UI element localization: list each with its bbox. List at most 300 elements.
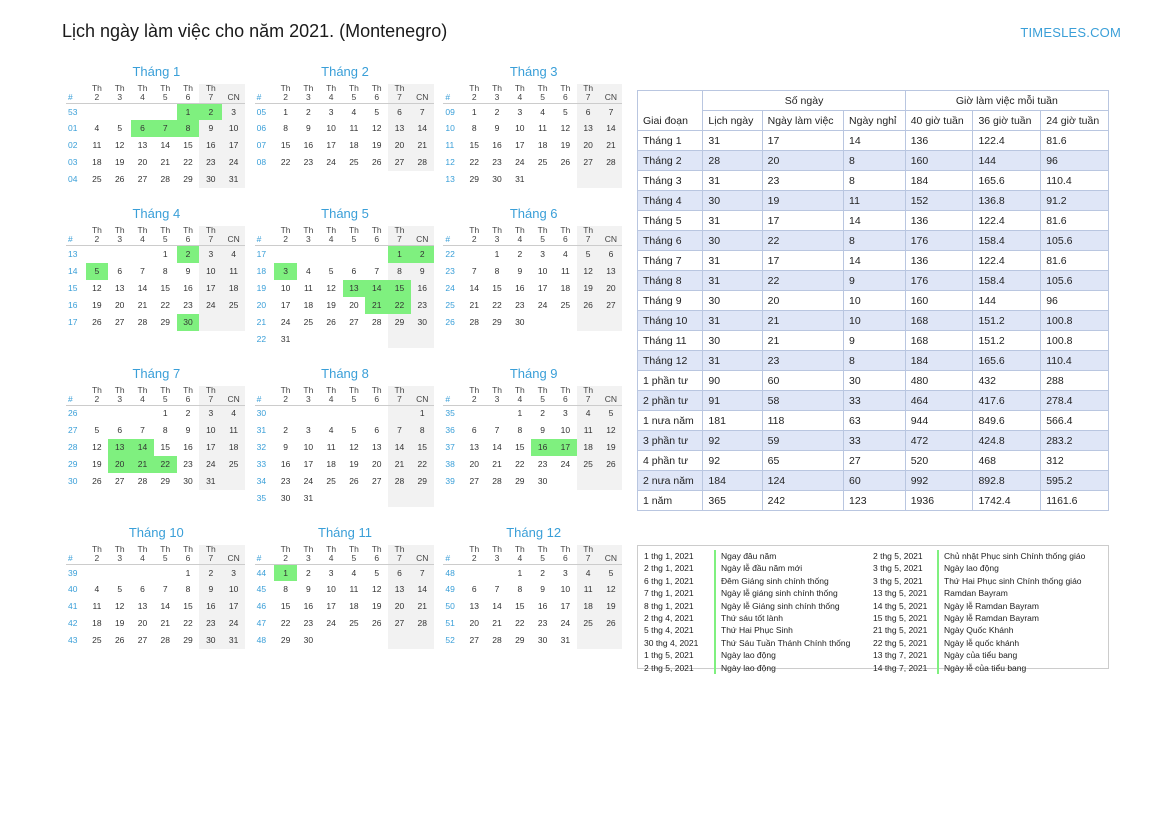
day-cell[interactable]: 15 (388, 280, 411, 297)
day-cell[interactable]: 3 (199, 246, 222, 263)
day-cell[interactable]: 17 (303, 459, 314, 470)
day-cell[interactable]: 1 (177, 103, 200, 120)
day-cell[interactable]: 11 (222, 422, 245, 439)
day-cell[interactable]: 21 (411, 598, 434, 615)
day-cell[interactable]: 18 (349, 601, 359, 612)
day-cell[interactable]: 28 (160, 174, 170, 185)
day-cell[interactable]: 27 (137, 174, 148, 185)
day-cell[interactable]: 4 (222, 246, 245, 263)
day-cell[interactable]: 28 (137, 476, 148, 487)
day-cell[interactable]: 30 (537, 635, 548, 646)
day-cell[interactable]: 9 (283, 442, 288, 453)
day-cell[interactable]: 13 (371, 442, 382, 453)
day-cell[interactable]: 26 (371, 157, 382, 168)
day-cell[interactable]: 4 (351, 106, 357, 117)
day-cell[interactable]: 5 (600, 564, 623, 581)
day-cell[interactable]: 17 (222, 137, 245, 154)
day-cell[interactable]: 13 (137, 140, 148, 151)
day-cell[interactable]: 23 (537, 618, 548, 629)
day-cell[interactable]: 20 (114, 299, 125, 310)
day-cell[interactable]: 12 (92, 282, 102, 293)
day-cell[interactable]: 16 (515, 282, 525, 293)
day-cell[interactable]: 28 (600, 154, 623, 171)
day-cell[interactable]: 2 (185, 408, 191, 419)
month-title[interactable]: Tháng 11 (318, 525, 372, 541)
day-cell[interactable]: 24 (199, 456, 222, 473)
day-cell[interactable]: 30 (411, 314, 434, 331)
day-cell[interactable]: 30 (492, 174, 502, 185)
day-cell[interactable]: 14 (131, 439, 154, 456)
day-cell[interactable]: 26 (371, 618, 382, 629)
day-cell[interactable]: 22 (515, 459, 525, 470)
day-cell[interactable]: 25 (222, 297, 245, 314)
month-title[interactable]: Tháng 8 (321, 365, 369, 381)
day-cell[interactable]: 29 (160, 316, 170, 327)
day-cell[interactable]: 4 (351, 567, 357, 578)
day-cell[interactable]: 13 (343, 280, 366, 297)
day-cell[interactable]: 24 (280, 316, 291, 327)
day-cell[interactable]: 7 (471, 265, 477, 276)
day-cell[interactable]: 7 (140, 265, 145, 276)
day-cell[interactable]: 22 (154, 456, 177, 473)
day-cell[interactable]: 12 (600, 581, 623, 598)
day-cell[interactable]: 15 (280, 601, 291, 612)
day-cell[interactable]: 29 (183, 635, 193, 646)
day-cell[interactable]: 14 (492, 442, 502, 453)
day-cell[interactable]: 23 (183, 459, 193, 470)
day-cell[interactable]: 4 (328, 425, 334, 436)
day-cell[interactable]: 25 (222, 456, 245, 473)
day-cell[interactable]: 16 (199, 598, 222, 615)
day-cell[interactable]: 3 (274, 263, 297, 280)
day-cell[interactable]: 24 (222, 154, 245, 171)
day-cell[interactable]: 13 (469, 442, 479, 453)
day-cell[interactable]: 18 (92, 157, 102, 168)
day-cell[interactable]: 9 (185, 265, 191, 276)
day-cell[interactable]: 30 (515, 316, 525, 327)
day-cell[interactable]: 18 (326, 459, 336, 470)
day-cell[interactable]: 27 (137, 635, 148, 646)
day-cell[interactable]: 15 (280, 140, 291, 151)
day-cell[interactable]: 27 (388, 615, 411, 632)
day-cell[interactable]: 12 (114, 140, 125, 151)
day-cell[interactable]: 25 (577, 615, 600, 632)
day-cell[interactable]: 2 (540, 408, 545, 419)
day-cell[interactable]: 7 (494, 425, 500, 436)
day-cell[interactable]: 24 (326, 157, 336, 168)
day-cell[interactable]: 30 (199, 632, 222, 649)
day-cell[interactable]: 12 (114, 601, 125, 612)
day-cell[interactable]: 31 (222, 632, 245, 649)
day-cell[interactable]: 22 (492, 299, 502, 310)
day-cell[interactable]: 31 (222, 171, 245, 188)
day-cell[interactable]: 9 (494, 123, 500, 134)
day-cell[interactable]: 10 (560, 584, 571, 595)
day-cell[interactable]: 21 (469, 299, 479, 310)
day-cell[interactable]: 2 (517, 248, 523, 259)
day-cell[interactable]: 19 (92, 299, 102, 310)
day-cell[interactable]: 30 (183, 476, 193, 487)
day-cell[interactable]: 15 (160, 282, 170, 293)
day-cell[interactable]: 28 (160, 635, 170, 646)
day-cell[interactable]: 29 (160, 476, 170, 487)
day-cell[interactable]: 1 (517, 567, 523, 578)
day-cell[interactable]: 13 (600, 263, 623, 280)
day-cell[interactable]: 6 (471, 425, 477, 436)
day-cell[interactable]: 10 (222, 581, 245, 598)
day-cell[interactable]: 12 (600, 422, 623, 439)
day-cell[interactable]: 20 (388, 137, 411, 154)
day-cell[interactable]: 10 (199, 422, 222, 439)
day-cell[interactable]: 23 (303, 618, 314, 629)
day-cell[interactable]: 28 (492, 476, 502, 487)
day-cell[interactable]: 29 (515, 635, 525, 646)
day-cell[interactable]: 1 (283, 106, 288, 117)
day-cell[interactable]: 26 (114, 635, 125, 646)
day-cell[interactable]: 6 (388, 564, 411, 581)
day-cell[interactable]: 6 (351, 265, 357, 276)
day-cell[interactable]: 18 (577, 598, 600, 615)
day-cell[interactable]: 7 (154, 120, 177, 137)
month-title[interactable]: Tháng 10 (128, 525, 184, 541)
day-cell[interactable]: 5 (600, 405, 623, 422)
day-cell[interactable]: 8 (517, 584, 523, 595)
day-cell[interactable]: 3 (517, 106, 523, 117)
day-cell[interactable]: 23 (183, 299, 193, 310)
day-cell[interactable]: 6 (388, 103, 411, 120)
day-cell[interactable]: 27 (577, 154, 600, 171)
day-cell[interactable]: 18 (349, 140, 359, 151)
day-cell[interactable]: 15 (183, 140, 193, 151)
day-cell[interactable]: 29 (280, 635, 291, 646)
day-cell[interactable]: 2 (283, 425, 288, 436)
day-cell[interactable]: 21 (388, 456, 411, 473)
day-cell[interactable]: 27 (388, 154, 411, 171)
day-cell[interactable]: 10 (560, 425, 571, 436)
day-cell[interactable]: 21 (411, 137, 434, 154)
day-cell[interactable]: 4 (563, 248, 568, 259)
day-cell[interactable]: 18 (537, 140, 548, 151)
day-cell[interactable]: 18 (92, 618, 102, 629)
day-cell[interactable]: 15 (183, 601, 193, 612)
day-cell[interactable]: 16 (183, 282, 193, 293)
day-cell[interactable]: 15 (160, 442, 170, 453)
day-cell[interactable]: 21 (160, 618, 170, 629)
day-cell[interactable]: 6 (117, 265, 123, 276)
day-cell[interactable]: 8 (494, 265, 500, 276)
day-cell[interactable]: 14 (137, 282, 148, 293)
day-cell[interactable]: 27 (469, 476, 479, 487)
day-cell[interactable]: 21 (365, 297, 388, 314)
day-cell[interactable]: 10 (199, 263, 222, 280)
day-cell[interactable]: 14 (600, 120, 623, 137)
day-cell[interactable]: 8 (162, 265, 168, 276)
day-cell[interactable]: 12 (326, 282, 336, 293)
month-title[interactable]: Tháng 4 (132, 206, 181, 222)
day-cell[interactable]: 7 (388, 422, 411, 439)
day-cell[interactable]: 9 (540, 425, 545, 436)
month-title[interactable]: Tháng 1 (132, 64, 181, 79)
day-cell[interactable]: 9 (199, 120, 222, 137)
day-cell[interactable]: 16 (492, 140, 502, 151)
day-cell[interactable]: 11 (222, 263, 245, 280)
day-cell[interactable]: 8 (185, 584, 191, 595)
day-cell[interactable]: 8 (388, 263, 411, 280)
day-cell[interactable]: 11 (538, 123, 547, 134)
day-cell[interactable]: 17 (326, 601, 336, 612)
day-cell[interactable]: 10 (280, 282, 291, 293)
day-cell[interactable]: 3 (563, 567, 568, 578)
day-cell[interactable]: 6 (577, 103, 600, 120)
day-cell[interactable]: 29 (388, 314, 411, 331)
day-cell[interactable]: 15 (492, 282, 502, 293)
day-cell[interactable]: 19 (114, 157, 125, 168)
day-cell[interactable]: 21 (160, 157, 170, 168)
day-cell[interactable]: 25 (577, 456, 600, 473)
day-cell[interactable]: 23 (199, 615, 222, 632)
day-cell[interactable]: 29 (183, 174, 193, 185)
day-cell[interactable]: 26 (577, 297, 600, 314)
day-cell[interactable]: 28 (469, 316, 479, 327)
day-cell[interactable]: 2 (305, 567, 311, 578)
day-cell[interactable]: 20 (137, 157, 148, 168)
day-cell[interactable]: 11 (349, 123, 359, 134)
day-cell[interactable]: 30 (177, 314, 200, 331)
day-cell[interactable]: 10 (326, 584, 336, 595)
day-cell[interactable]: 13 (388, 120, 411, 137)
day-cell[interactable]: 1 (471, 106, 477, 117)
day-cell[interactable]: 2 (411, 246, 434, 263)
day-cell[interactable]: 12 (371, 584, 382, 595)
day-cell[interactable]: 8 (517, 425, 523, 436)
day-cell[interactable]: 2 (540, 567, 545, 578)
day-cell[interactable]: 9 (517, 265, 523, 276)
day-cell[interactable]: 22 (515, 618, 525, 629)
day-cell[interactable]: 16 (183, 442, 193, 453)
day-cell[interactable]: 27 (600, 297, 623, 314)
day-cell[interactable]: 11 (577, 422, 600, 439)
day-cell[interactable]: 4 (305, 265, 311, 276)
day-cell[interactable]: 4 (222, 405, 245, 422)
day-cell[interactable]: 17 (554, 439, 577, 456)
day-cell[interactable]: 25 (560, 299, 571, 310)
day-cell[interactable]: 8 (177, 120, 200, 137)
day-cell[interactable]: 27 (371, 476, 382, 487)
day-cell[interactable]: 28 (371, 316, 382, 327)
day-cell[interactable]: 18 (560, 282, 571, 293)
day-cell[interactable]: 26 (349, 476, 359, 487)
day-cell[interactable]: 23 (537, 459, 548, 470)
day-cell[interactable]: 27 (114, 316, 125, 327)
day-cell[interactable]: 5 (117, 584, 123, 595)
day-cell[interactable]: 2 (177, 246, 200, 263)
day-cell[interactable]: 18 (303, 299, 314, 310)
day-cell[interactable]: 1 (494, 248, 500, 259)
day-cell[interactable]: 15 (411, 439, 434, 456)
day-cell[interactable]: 20 (577, 137, 600, 154)
month-title[interactable]: Tháng 3 (509, 64, 558, 79)
day-cell[interactable]: 9 (411, 263, 434, 280)
day-cell[interactable]: 6 (131, 120, 154, 137)
day-cell[interactable]: 9 (540, 584, 545, 595)
day-cell[interactable]: 11 (92, 140, 102, 151)
day-cell[interactable]: 22 (183, 157, 193, 168)
day-cell[interactable]: 13 (114, 282, 125, 293)
day-cell[interactable]: 1 (274, 564, 297, 581)
day-cell[interactable]: 11 (560, 265, 570, 276)
day-cell[interactable]: 3 (199, 405, 222, 422)
day-cell[interactable]: 17 (537, 282, 548, 293)
day-cell[interactable]: 28 (411, 615, 434, 632)
day-cell[interactable]: 20 (469, 618, 479, 629)
day-cell[interactable]: 17 (515, 140, 525, 151)
day-cell[interactable]: 22 (160, 299, 170, 310)
day-cell[interactable]: 2 (305, 106, 311, 117)
day-cell[interactable]: 31 (303, 493, 314, 504)
day-cell[interactable]: 1 (185, 567, 191, 578)
day-cell[interactable]: 20 (371, 459, 382, 470)
day-cell[interactable]: 17 (199, 280, 222, 297)
day-cell[interactable]: 21 (600, 137, 623, 154)
day-cell[interactable]: 19 (560, 140, 571, 151)
day-cell[interactable]: 20 (137, 618, 148, 629)
day-cell[interactable]: 6 (471, 584, 477, 595)
day-cell[interactable]: 5 (86, 263, 109, 280)
day-cell[interactable]: 8 (283, 584, 288, 595)
day-cell[interactable]: 7 (600, 103, 623, 120)
day-cell[interactable]: 14 (492, 601, 502, 612)
day-cell[interactable]: 4 (540, 106, 545, 117)
day-cell[interactable]: 26 (560, 157, 571, 168)
brand-link[interactable]: TIMESLES.COM (1020, 25, 1121, 40)
day-cell[interactable]: 28 (137, 316, 148, 327)
day-cell[interactable]: 27 (469, 635, 479, 646)
day-cell[interactable]: 3 (222, 564, 245, 581)
day-cell[interactable]: 19 (326, 299, 336, 310)
day-cell[interactable]: 22 (388, 297, 411, 314)
day-cell[interactable]: 26 (600, 615, 623, 632)
day-cell[interactable]: 16 (303, 140, 314, 151)
day-cell[interactable]: 26 (92, 316, 102, 327)
day-cell[interactable]: 21 (137, 299, 148, 310)
day-cell[interactable]: 15 (515, 601, 525, 612)
day-cell[interactable]: 14 (388, 439, 411, 456)
day-cell[interactable]: 26 (114, 174, 125, 185)
day-cell[interactable]: 6 (374, 425, 380, 436)
day-cell[interactable]: 10 (537, 265, 548, 276)
day-cell[interactable]: 2 (494, 106, 500, 117)
day-cell[interactable]: 24 (560, 459, 571, 470)
day-cell[interactable]: 3 (540, 248, 545, 259)
day-cell[interactable]: 27 (349, 316, 359, 327)
day-cell[interactable]: 9 (305, 584, 311, 595)
day-cell[interactable]: 1 (162, 408, 168, 419)
day-cell[interactable]: 26 (326, 316, 336, 327)
day-cell[interactable]: 12 (577, 263, 600, 280)
day-cell[interactable]: 24 (326, 618, 336, 629)
day-cell[interactable]: 4 (94, 584, 100, 595)
day-cell[interactable]: 28 (411, 154, 434, 171)
day-cell[interactable]: 5 (374, 567, 380, 578)
day-cell[interactable]: 7 (411, 103, 434, 120)
day-cell[interactable]: 15 (515, 442, 525, 453)
day-cell[interactable]: 25 (326, 476, 336, 487)
day-cell[interactable]: 5 (577, 246, 600, 263)
day-cell[interactable]: 29 (469, 174, 479, 185)
day-cell[interactable]: 15 (469, 140, 479, 151)
day-cell[interactable]: 11 (326, 442, 336, 453)
day-cell[interactable]: 7 (411, 564, 434, 581)
day-cell[interactable]: 5 (117, 123, 123, 134)
day-cell[interactable]: 13 (577, 120, 600, 137)
day-cell[interactable]: 9 (199, 581, 222, 598)
day-cell[interactable]: 6 (140, 584, 145, 595)
day-cell[interactable]: 3 (305, 425, 311, 436)
month-title[interactable]: Tháng 2 (321, 64, 369, 79)
day-cell[interactable]: 16 (531, 439, 554, 456)
day-cell[interactable]: 31 (199, 473, 222, 490)
day-cell[interactable]: 25 (92, 635, 102, 646)
day-cell[interactable]: 12 (349, 442, 359, 453)
day-cell[interactable]: 16 (537, 601, 548, 612)
day-cell[interactable]: 27 (114, 476, 125, 487)
day-cell[interactable]: 28 (388, 473, 411, 490)
day-cell[interactable]: 3 (563, 408, 568, 419)
day-cell[interactable]: 11 (577, 581, 600, 598)
day-cell[interactable]: 2 (199, 103, 222, 120)
day-cell[interactable]: 19 (371, 140, 382, 151)
day-cell[interactable]: 17 (222, 598, 245, 615)
day-cell[interactable]: 31 (560, 635, 571, 646)
day-cell[interactable]: 18 (222, 280, 245, 297)
day-cell[interactable]: 23 (411, 297, 434, 314)
day-cell[interactable]: 25 (349, 618, 359, 629)
day-cell[interactable]: 1 (388, 246, 411, 263)
month-title[interactable]: Tháng 6 (509, 206, 558, 222)
day-cell[interactable]: 10 (515, 123, 525, 134)
day-cell[interactable]: 23 (303, 157, 314, 168)
day-cell[interactable]: 31 (515, 174, 525, 185)
day-cell[interactable]: 25 (303, 316, 314, 327)
day-cell[interactable]: 23 (515, 299, 525, 310)
month-title[interactable]: Tháng 7 (132, 365, 181, 381)
month-title[interactable]: Tháng 5 (321, 206, 369, 222)
day-cell[interactable]: 30 (303, 635, 314, 646)
day-cell[interactable]: 8 (471, 123, 477, 134)
day-cell[interactable]: 19 (577, 280, 600, 297)
day-cell[interactable]: 24 (303, 476, 314, 487)
day-cell[interactable]: 10 (303, 442, 314, 453)
day-cell[interactable]: 7 (494, 584, 500, 595)
day-cell[interactable]: 22 (280, 618, 291, 629)
day-cell[interactable]: 4 (577, 405, 600, 422)
day-cell[interactable]: 21 (131, 456, 154, 473)
day-cell[interactable]: 14 (160, 140, 170, 151)
day-cell[interactable]: 24 (222, 615, 245, 632)
day-cell[interactable]: 1 (411, 405, 434, 422)
day-cell[interactable]: 22 (411, 456, 434, 473)
day-cell[interactable]: 26 (600, 456, 623, 473)
day-cell[interactable]: 19 (371, 601, 382, 612)
day-cell[interactable]: 19 (92, 459, 102, 470)
day-cell[interactable]: 11 (349, 584, 359, 595)
day-cell[interactable]: 19 (349, 459, 359, 470)
day-cell[interactable]: 5 (94, 425, 100, 436)
day-cell[interactable]: 7 (140, 425, 145, 436)
day-cell[interactable]: 9 (185, 425, 191, 436)
day-cell[interactable]: 13 (388, 581, 411, 598)
day-cell[interactable]: 2 (199, 564, 222, 581)
